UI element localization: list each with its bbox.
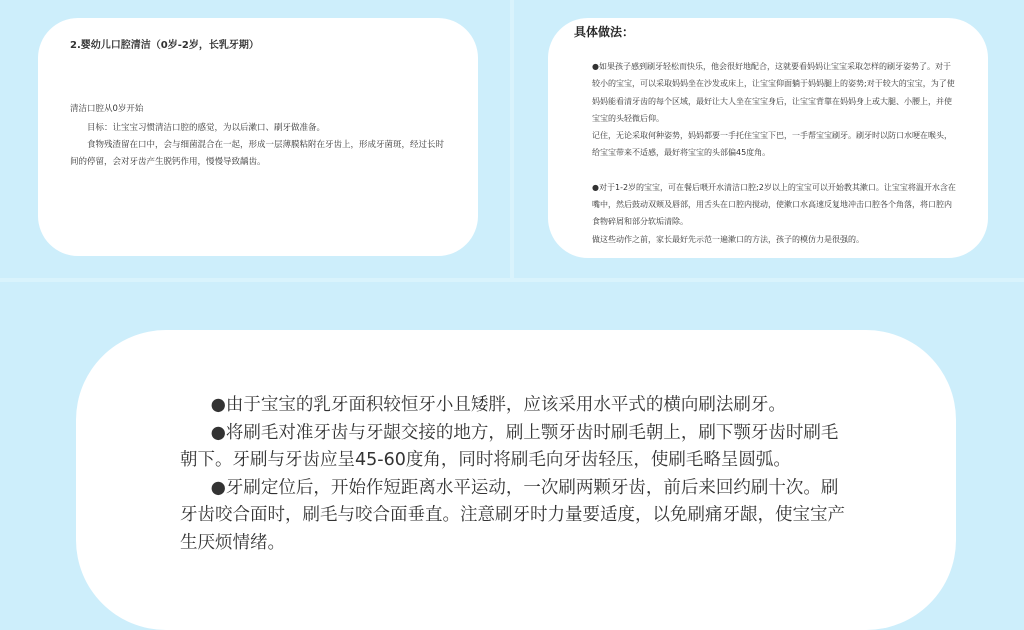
bottom-card-para-3: ●牙刷定位后，开始作短距离水平运动，一次刷两颗牙齿，前后来回约刷十次。刷牙齿咬合面时，刷毛与咬合面垂直。注意刷牙时力量要适度，以免刷痛牙龈，使宝宝产生厌烦情绪。	[180, 477, 845, 553]
right-card-body	[592, 58, 958, 248]
right-info-card	[548, 18, 988, 258]
right-card-para-4: 做这些动作之前，家长最好先示范一遍漱口的方法，孩子的模仿力是很强的。	[592, 234, 864, 244]
right-card-title: 具体做法：	[574, 25, 635, 39]
left-card-body	[70, 101, 448, 171]
bottom-card-para-2: ●将刷毛对准牙齿与牙龈交接的地方，刷上颚牙齿时刷毛朝上，刷下颚牙齿时刷毛朝下。牙刷与牙齿应呈45-60度角，同时将刷毛向牙齿轻压，使刷毛略呈圆弧。	[180, 422, 839, 470]
left-card-intro: 清洁口腔从0岁开始	[70, 104, 144, 114]
right-card-para-1: ●如果孩子感到刷牙轻松而快乐，他会很好地配合，这就要看妈妈让宝宝采取怎样的刷牙姿势了。对于较小的宝宝，可以采取妈妈坐在沙发或床上，让宝宝仰面躺于妈妈腿上的姿势;对于较大的宝宝，为了使妈妈能看清牙齿的每个区域，最好让大人坐在宝宝身后，让宝宝背靠在妈妈身上或大腿、小腰上，并使宝宝的头轻微后仰。	[592, 62, 955, 123]
left-card-note: 食物残渣留在口中，会与细菌混合在一起，形成一层薄膜粘附在牙齿上，形成牙菌斑，经过长时间的停留，会对牙齿产生脱钙作用，慢慢导致龋齿。	[70, 140, 445, 167]
paragraph-gap	[592, 162, 958, 179]
left-card-goal: 目标：让宝宝习惯清洁口腔的感觉，为以后漱口、刷牙做准备。	[87, 123, 326, 133]
right-card-para-3: ●对于1-2岁的宝宝，可在餐后喂开水清洁口腔;2岁以上的宝宝可以开始教其漱口。让宝宝将温开水含在嘴中，然后鼓动双颊及唇部，用舌头在口腔内搅动，使漱口水高速反复地冲击口腔各个角落，将口腔内食物碎屑和部分软垢清除。	[592, 182, 956, 227]
vertical-divider	[510, 0, 514, 280]
bottom-card-body	[180, 392, 846, 557]
left-info-card	[38, 18, 478, 256]
left-card-title: 2.婴幼儿口腔清洁（0岁-2岁，长乳牙期）	[70, 40, 259, 51]
right-card-para-2: 记住，无论采取何种姿势，妈妈都要一手托住宝宝下巴，一手帮宝宝刷牙。刷牙时以防口水哽在喉头，给宝宝带来不适感，最好将宝宝的头部偏45度角。	[592, 131, 952, 158]
bottom-card-para-1: ●由于宝宝的乳牙面积较恒牙小且矮胖，应该采用水平式的横向刷法刷牙。	[210, 395, 786, 415]
bottom-info-card	[76, 330, 956, 630]
horizontal-divider	[0, 278, 1024, 282]
